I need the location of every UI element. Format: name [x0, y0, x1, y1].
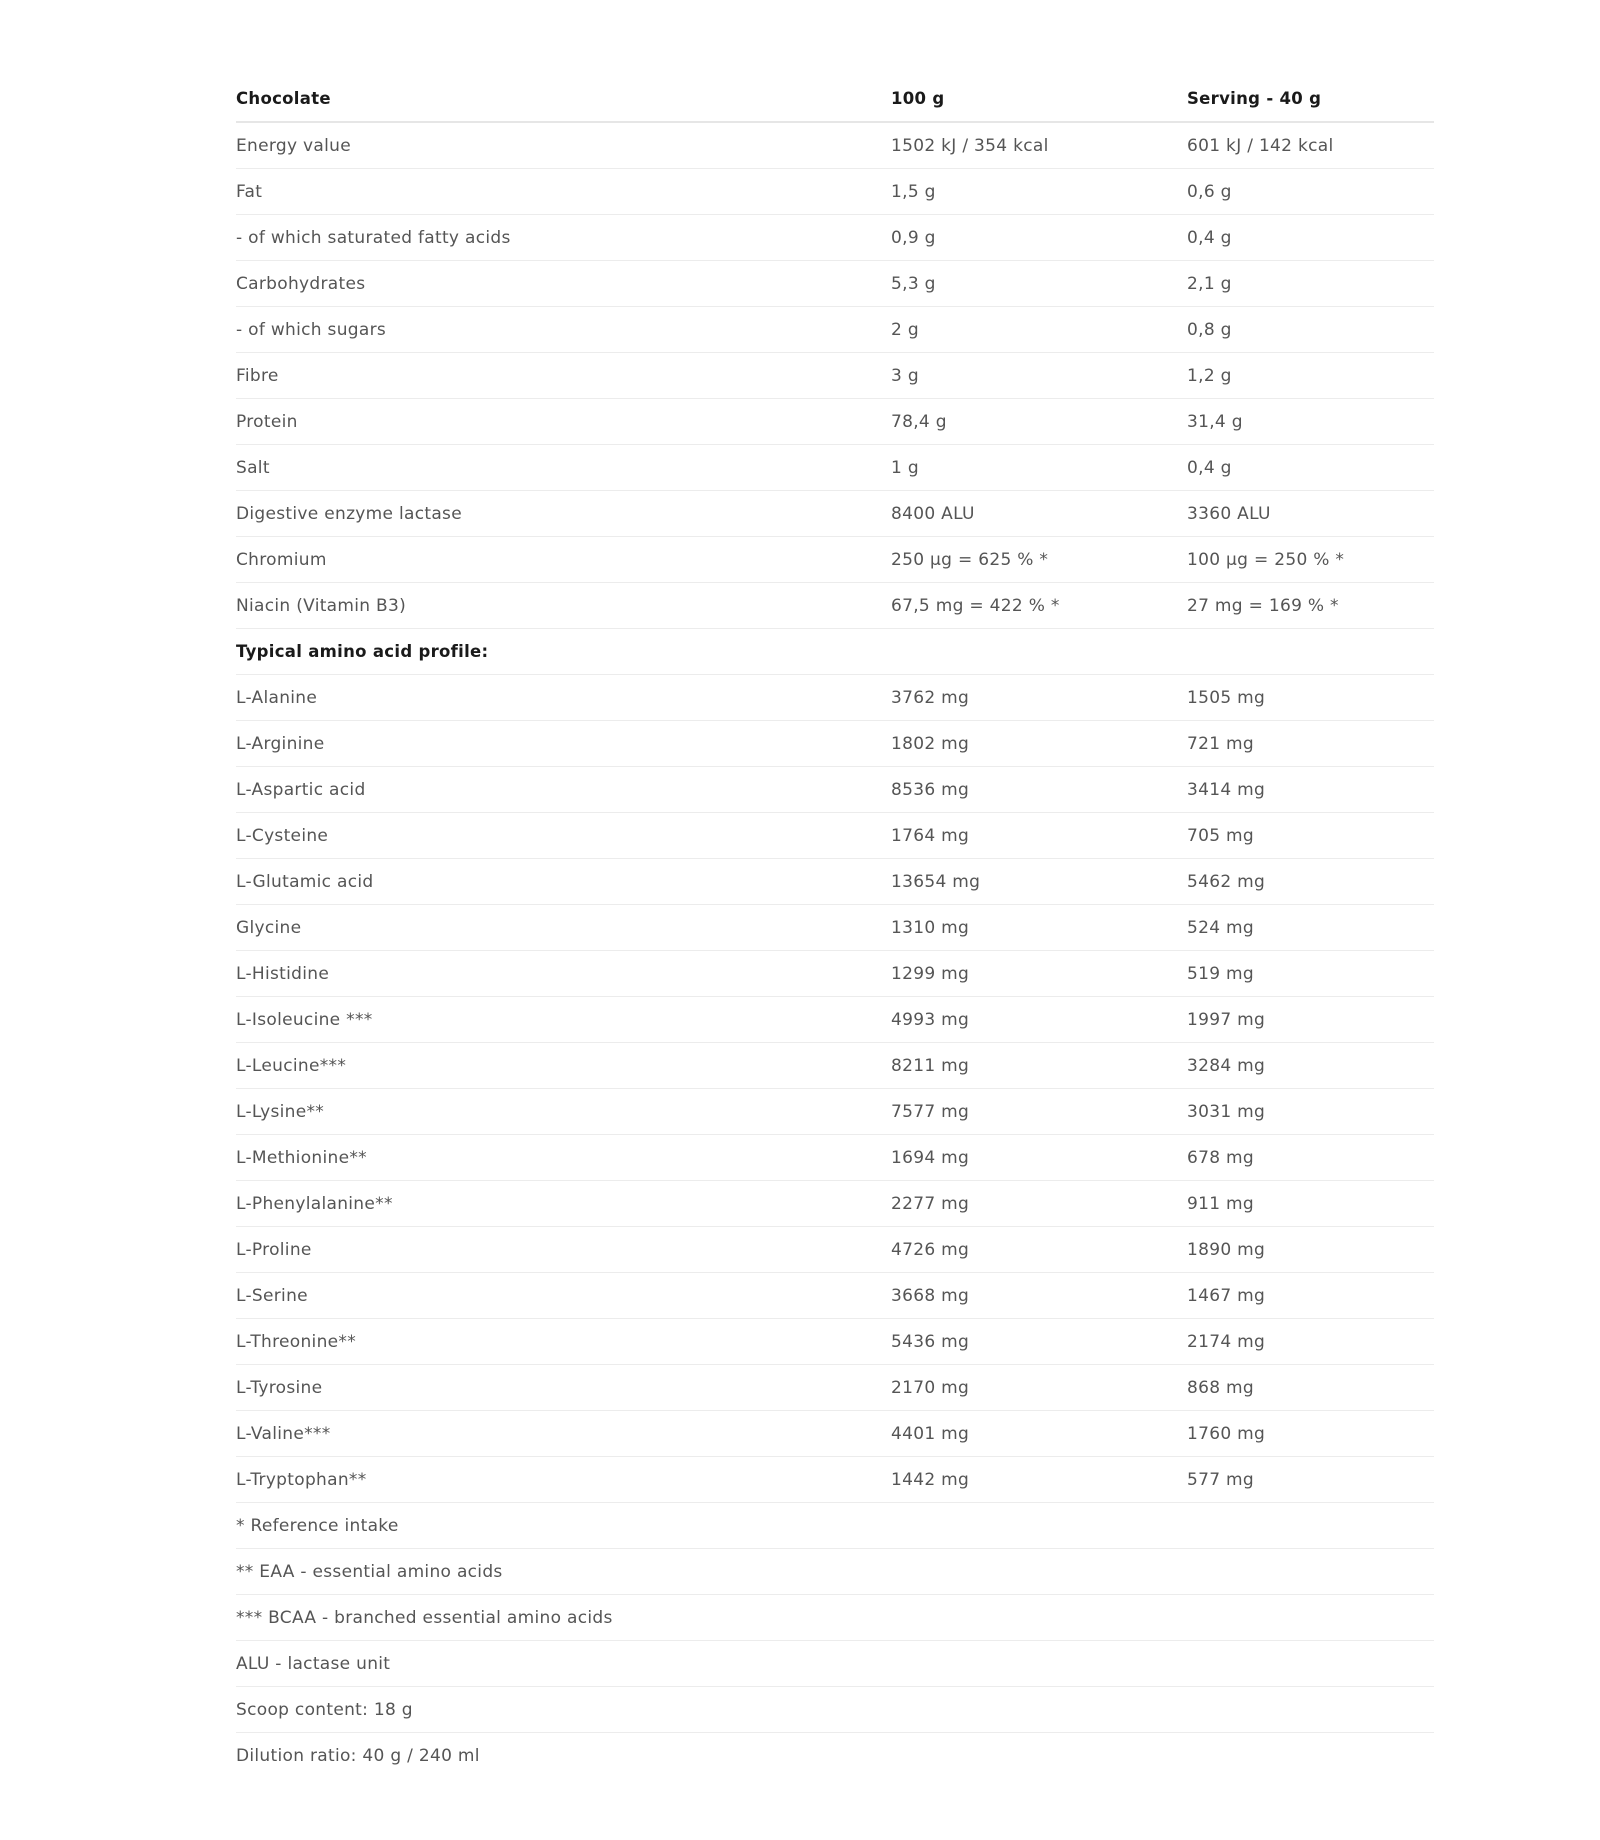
- amino-acid-row-per-100g: 8536 mg: [891, 767, 1187, 813]
- nutrient-row-name: Fibre: [236, 353, 891, 399]
- note-text: * Reference intake: [236, 1503, 1434, 1549]
- amino-acid-row-per-serving: 911 mg: [1187, 1181, 1434, 1227]
- amino-acid-row-per-serving: 868 mg: [1187, 1365, 1434, 1411]
- note-row: [236, 1687, 1434, 1733]
- nutrient-row-per-100g: 67,5 mg = 422 % *: [891, 583, 1187, 629]
- amino-acid-row: [236, 1181, 1434, 1227]
- nutrient-row-name: Energy value: [236, 122, 891, 169]
- amino-acid-row: [236, 1043, 1434, 1089]
- nutrient-row: [236, 445, 1434, 491]
- header-per-serving: Serving - 40 g: [1187, 76, 1434, 122]
- amino-acid-row-per-serving: 1760 mg: [1187, 1411, 1434, 1457]
- amino-acid-row-per-serving: 1467 mg: [1187, 1273, 1434, 1319]
- note-text: Dilution ratio: 40 g / 240 ml: [236, 1745, 480, 1766]
- amino-acid-row-name: L-Leucine***: [236, 1043, 891, 1089]
- table-body: [236, 122, 1434, 1778]
- amino-acid-row: [236, 1135, 1434, 1181]
- amino-acid-row-per-100g: 1764 mg: [891, 813, 1187, 859]
- amino-acid-row-per-100g: 4726 mg: [891, 1227, 1187, 1273]
- amino-acid-row: [236, 905, 1434, 951]
- nutrition-table: [236, 76, 1434, 1778]
- nutrient-row-per-100g: 0,9 g: [891, 215, 1187, 261]
- amino-acid-row-name: L-Phenylalanine**: [236, 1181, 891, 1227]
- amino-section-row: [236, 629, 1434, 675]
- amino-acid-row-per-serving: 1890 mg: [1187, 1227, 1434, 1273]
- amino-acid-row-per-serving: 2174 mg: [1187, 1319, 1434, 1365]
- amino-acid-row-name: L-Tryptophan**: [236, 1457, 891, 1503]
- nutrient-row-per-100g: 78,4 g: [891, 399, 1187, 445]
- table-header-row: [236, 76, 1434, 122]
- amino-acid-row: [236, 1227, 1434, 1273]
- amino-acid-row-name: L-Serine: [236, 1273, 891, 1319]
- amino-acid-row-per-serving: 705 mg: [1187, 813, 1434, 859]
- nutrient-row: [236, 169, 1434, 215]
- nutrient-row-per-100g: 8400 ALU: [891, 491, 1187, 537]
- nutrient-row-name: Protein: [236, 399, 891, 445]
- amino-acid-row-per-serving: 1997 mg: [1187, 997, 1434, 1043]
- amino-acid-row: [236, 767, 1434, 813]
- amino-acid-row: [236, 1457, 1434, 1503]
- note-text: Scoop content: 18 g: [236, 1687, 1434, 1733]
- amino-acid-row-per-100g: 3668 mg: [891, 1273, 1187, 1319]
- note-row: [236, 1549, 1434, 1595]
- amino-acid-row-per-100g: 1442 mg: [891, 1457, 1187, 1503]
- nutrient-row-name: Digestive enzyme lactase: [236, 491, 891, 537]
- amino-acid-row-per-100g: 13654 mg: [891, 859, 1187, 905]
- amino-acid-row-per-100g: 4401 mg: [891, 1411, 1187, 1457]
- amino-acid-row-name: Glycine: [236, 905, 891, 951]
- amino-section-title: Typical amino acid profile:: [236, 629, 1434, 675]
- amino-acid-row: [236, 813, 1434, 859]
- amino-acid-row-per-100g: 2170 mg: [891, 1365, 1187, 1411]
- amino-acid-row-per-serving: 1505 mg: [1187, 675, 1434, 721]
- nutrient-row-per-serving: 0,8 g: [1187, 307, 1434, 353]
- note-row: [236, 1733, 1434, 1779]
- amino-acid-row-per-serving: 5462 mg: [1187, 859, 1434, 905]
- nutrient-row-per-serving: 1,2 g: [1187, 353, 1434, 399]
- nutrient-row-name: - of which sugars: [236, 307, 891, 353]
- amino-acid-row-name: L-Histidine: [236, 951, 891, 997]
- amino-acid-row: [236, 1089, 1434, 1135]
- amino-acid-row: [236, 951, 1434, 997]
- amino-acid-row-name: L-Aspartic acid: [236, 767, 891, 813]
- amino-acid-row: [236, 859, 1434, 905]
- nutrient-row: [236, 261, 1434, 307]
- nutrient-row-per-100g: 5,3 g: [891, 261, 1187, 307]
- nutrient-row: [236, 307, 1434, 353]
- nutrient-row-per-100g: 1,5 g: [891, 169, 1187, 215]
- amino-acid-row-name: L-Glutamic acid: [236, 859, 891, 905]
- nutrient-row: [236, 122, 1434, 169]
- nutrient-row-per-serving: 2,1 g: [1187, 261, 1434, 307]
- nutrient-row-per-100g: 3 g: [891, 353, 1187, 399]
- amino-acid-row-name: L-Cysteine: [236, 813, 891, 859]
- amino-acid-row: [236, 1319, 1434, 1365]
- nutrient-row-name: Niacin (Vitamin B3): [236, 583, 891, 629]
- amino-acid-row-per-serving: 3031 mg: [1187, 1089, 1434, 1135]
- nutrient-row-per-serving: 601 kJ / 142 kcal: [1187, 122, 1434, 169]
- nutrient-row-per-serving: 31,4 g: [1187, 399, 1434, 445]
- nutrient-row-name: Fat: [236, 169, 891, 215]
- nutrient-row: [236, 491, 1434, 537]
- header-per-100g: 100 g: [891, 76, 1187, 122]
- amino-acid-row-name: L-Tyrosine: [236, 1365, 891, 1411]
- nutrient-row: [236, 215, 1434, 261]
- amino-acid-row: [236, 675, 1434, 721]
- nutrient-row-name: Salt: [236, 445, 891, 491]
- amino-acid-row-per-serving: 721 mg: [1187, 721, 1434, 767]
- note-row: [236, 1503, 1434, 1549]
- note-text: ALU - lactase unit: [236, 1641, 1434, 1687]
- nutrient-row: [236, 583, 1434, 629]
- nutrient-row-per-serving: 0,4 g: [1187, 445, 1434, 491]
- amino-acid-row: [236, 997, 1434, 1043]
- nutrient-row-name: - of which saturated fatty acids: [236, 215, 891, 261]
- nutrient-row: [236, 353, 1434, 399]
- amino-acid-row: [236, 1365, 1434, 1411]
- amino-acid-row: [236, 1273, 1434, 1319]
- nutrient-row-per-100g: 2 g: [891, 307, 1187, 353]
- amino-acid-row: [236, 1411, 1434, 1457]
- amino-acid-row-name: L-Valine***: [236, 1411, 891, 1457]
- amino-acid-row-name: L-Isoleucine ***: [236, 997, 891, 1043]
- nutrient-row-per-serving: 0,4 g: [1187, 215, 1434, 261]
- amino-acid-row-per-100g: 1694 mg: [891, 1135, 1187, 1181]
- amino-acid-row-per-100g: 2277 mg: [891, 1181, 1187, 1227]
- nutrient-row-per-100g: 1 g: [891, 445, 1187, 491]
- header-flavor: Chocolate: [236, 76, 891, 122]
- amino-acid-row-per-serving: 678 mg: [1187, 1135, 1434, 1181]
- nutrient-row-per-serving: 3360 ALU: [1187, 491, 1434, 537]
- amino-acid-row-per-100g: 7577 mg: [891, 1089, 1187, 1135]
- nutrient-row-per-100g: 1502 kJ / 354 kcal: [891, 122, 1187, 169]
- note-text: ** EAA - essential amino acids: [236, 1549, 1434, 1595]
- amino-acid-row-per-serving: 3414 mg: [1187, 767, 1434, 813]
- nutrient-row: [236, 537, 1434, 583]
- amino-acid-row: [236, 721, 1434, 767]
- amino-acid-row-per-serving: 524 mg: [1187, 905, 1434, 951]
- nutrient-row-per-serving: 0,6 g: [1187, 169, 1434, 215]
- amino-acid-row-per-100g: 8211 mg: [891, 1043, 1187, 1089]
- amino-acid-row-per-100g: 1299 mg: [891, 951, 1187, 997]
- amino-acid-row-per-100g: 5436 mg: [891, 1319, 1187, 1365]
- note-text: *** BCAA - branched essential amino acids: [236, 1595, 1434, 1641]
- note-row: [236, 1595, 1434, 1641]
- nutrient-row-per-100g: 250 µg = 625 % *: [891, 537, 1187, 583]
- amino-acid-row-per-serving: 577 mg: [1187, 1457, 1434, 1503]
- amino-acid-row-name: L-Methionine**: [236, 1135, 891, 1181]
- nutrient-row: [236, 399, 1434, 445]
- amino-acid-row-per-100g: 3762 mg: [891, 675, 1187, 721]
- amino-acid-row-per-100g: 1802 mg: [891, 721, 1187, 767]
- amino-acid-row-per-100g: 4993 mg: [891, 997, 1187, 1043]
- amino-acid-row-per-serving: 3284 mg: [1187, 1043, 1434, 1089]
- amino-acid-row-per-serving: 519 mg: [1187, 951, 1434, 997]
- amino-acid-row-name: L-Proline: [236, 1227, 891, 1273]
- amino-acid-row-per-100g: 1310 mg: [891, 905, 1187, 951]
- amino-acid-row-name: L-Lysine**: [236, 1089, 891, 1135]
- amino-acid-row-name: L-Threonine**: [236, 1319, 891, 1365]
- nutrient-row-name: Chromium: [236, 537, 891, 583]
- nutrient-row-per-serving: 100 µg = 250 % *: [1187, 537, 1434, 583]
- nutrient-row-name: Carbohydrates: [236, 261, 891, 307]
- amino-acid-row-name: L-Alanine: [236, 675, 891, 721]
- amino-acid-row-name: L-Arginine: [236, 721, 891, 767]
- nutrient-row-per-serving: 27 mg = 169 % *: [1187, 583, 1434, 629]
- note-row: [236, 1641, 1434, 1687]
